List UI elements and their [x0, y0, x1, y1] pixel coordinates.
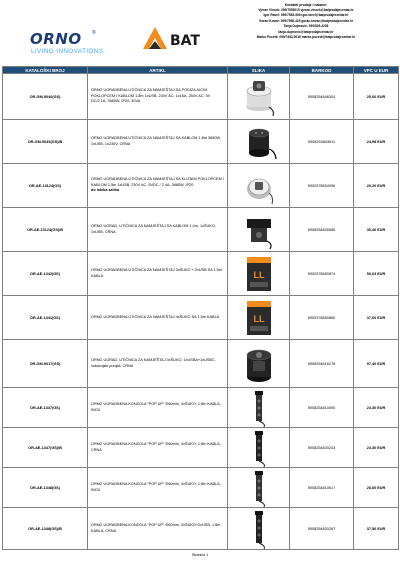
boxed-socket-icon — [239, 254, 279, 294]
article-text: ORNO UGRADBENA UTIČNICA ZA NAMJEŠTAJ 4xŠUKO SA 1,5m KABLA — [91, 314, 220, 319]
product-image — [228, 340, 290, 388]
price-list-table — [2, 66, 399, 550]
catalog-number: OR-AE-1348(GS) — [3, 468, 88, 508]
table-row — [3, 296, 399, 340]
price: 26,60 EUR — [354, 468, 399, 508]
page-header — [0, 0, 400, 66]
contact-line: Vjeran Vincek: 099/7553015 vjeran.vincek@batprodajecentar.hr — [258, 8, 354, 12]
article-text: ORNO UGRADBENA UTIČNICA ZA NAMJEŠTAJ 3xŠUKO + 2xUSB SA 1,5m KABLA — [91, 267, 223, 278]
table-header-row — [3, 67, 399, 74]
orno-logo-text: ORNO — [30, 30, 82, 48]
catalog-number: OR-AE-1347(GS)/B — [3, 428, 88, 468]
catalog-number: OR-GM-9049(GS)/B — [3, 120, 88, 164]
price: 23,30 EUR — [354, 388, 399, 428]
column-header-barcode: BARKOD — [290, 67, 354, 74]
black-tilt-socket-icon — [239, 211, 279, 249]
article-text: ORNO UGRADBENA KONZOLA "POP UP" Φ60mm, 3xŠUKO, 1,8m KABLA, CRNA — [91, 441, 221, 452]
column-header-price: VPC U EUR — [354, 67, 399, 74]
page-footer: Stranica 1 — [191, 553, 209, 557]
column-header-catalog-number: KATALOŠKI BROJ — [3, 67, 88, 74]
orno-tagline: LIVING INNOVATIONS — [31, 48, 104, 55]
round-black-socket-icon — [239, 343, 279, 385]
catalog-number: OR-GM-9040(GS) — [3, 74, 88, 120]
catalog-number: OR-AE-13124(GS)/B — [3, 208, 88, 252]
product-image — [228, 508, 290, 550]
boxed-socket-icon — [239, 298, 279, 338]
table-row — [3, 340, 399, 388]
price: 50,63 EUR — [354, 252, 399, 296]
product-image — [228, 120, 290, 164]
article-description — [88, 340, 228, 388]
article-text: ORNO UGRADBENA UTIČNICA ZA NAMJEŠTAJ SA PODIZAJUĆIM POKLOPCEM I KABLOM 1,8m 1xUSB, 230V AC, 1x16A, 250V AC, 5V DC/2,1A, 3680W, IP20, 30VA — [91, 88, 211, 104]
barcode: 5908254810090 — [290, 388, 354, 428]
article-text: ORNO UGRADBENA KONZOLA "POP UP" Φ60mm, 3xŠUKO, 1,8m KABLA, INOX — [91, 481, 221, 492]
column-header-article: ARTIKL — [88, 67, 228, 74]
orno-logo — [30, 30, 120, 60]
barcode: 5900378650874 — [290, 252, 354, 296]
article-description — [88, 164, 228, 208]
contacts-title: Kontakti prodaje i nabave: — [284, 3, 328, 7]
table-row — [3, 428, 399, 468]
black-cylinder-socket-icon — [239, 123, 279, 161]
table-row — [3, 388, 399, 428]
bat-logo-text: BAT — [170, 33, 200, 49]
contact-line: Tanja Dujmović: 099/529-4236 — [283, 24, 329, 29]
price: 37,60 EUR — [354, 296, 399, 340]
article-description — [88, 120, 228, 164]
article-description — [88, 468, 228, 508]
catalog-number: OR-AE-1348(GS)/B — [3, 508, 88, 550]
product-image — [228, 252, 290, 296]
article-description — [88, 508, 228, 550]
article-text: ORNO UGRADBENA KONZOLA "POP UP" Φ60mm, 3xŠUKO, 1,8m KABLA, INOX — [91, 401, 221, 412]
price: 23,30 EUR — [354, 428, 399, 468]
article-description — [88, 428, 228, 468]
svg-text:LL: LL — [253, 313, 264, 324]
article-description — [88, 388, 228, 428]
registered-mark: ® — [92, 30, 96, 36]
barcode: 5908254820267 — [290, 508, 354, 550]
catalog-number: OR-GM-9017(GS) — [3, 340, 88, 388]
product-image — [228, 296, 290, 340]
price: 30,40 EUR — [354, 208, 399, 252]
barcode: 5908254843611 — [290, 120, 354, 164]
article-text: ORNO UGRAD. UTIČNICA ZA NAMJEŠTAJ 3xŠUKO, 1xUSBA+1xUSBC, indukcijski punjač, CRNA — [91, 357, 216, 368]
popup-column-icon — [244, 469, 274, 507]
contacts-block — [215, 3, 397, 40]
svg-text:LL: LL — [253, 269, 264, 280]
table-row — [3, 468, 399, 508]
column-header-image: SLIKA — [228, 67, 290, 74]
table-row — [3, 120, 399, 164]
article-description — [88, 296, 228, 340]
barcode: 5900378650850 — [290, 296, 354, 340]
product-image — [228, 208, 290, 252]
price: 25,60 EUR — [354, 74, 399, 120]
round-popup-socket-icon — [239, 77, 279, 117]
barcode: 5908254820243 — [290, 428, 354, 468]
catalog-number: OR-AE-1347(GS) — [3, 388, 88, 428]
article-text: ORNO UGRAD. UTIČNICA ZA NAMJEŠTAJ SA KABLOM 1,0m, 1xŠUKO, 1xUSB, CRNA — [91, 223, 216, 234]
product-image — [228, 468, 290, 508]
popup-column-icon — [244, 509, 274, 549]
product-image — [228, 388, 290, 428]
bat-logo-icon — [140, 24, 170, 54]
catalog-number: OR-AE-1342(GS) — [3, 252, 88, 296]
price: 24,98 EUR — [354, 120, 399, 164]
product-image — [228, 164, 290, 208]
contact-line: Goran Kovač: 099/7098-425 goran.kovac@batprodajecentar.hr — [259, 18, 353, 23]
table-row — [3, 164, 399, 208]
price: 97,40 EUR — [354, 340, 399, 388]
article-description — [88, 208, 228, 252]
article-description — [88, 74, 228, 120]
sliding-cover-socket-icon — [239, 167, 279, 205]
catalog-number: OR-AE-1341(GS) — [3, 296, 88, 340]
barcode: 5900378654096 — [290, 164, 354, 208]
contact-line: Igor Ravel: 099/7553-508 igor.ravel@batprodajecentar.hr — [263, 13, 349, 18]
barcode: 5908254828085 — [290, 208, 354, 252]
table-row — [3, 252, 399, 296]
barcode: 5908254816178 — [290, 340, 354, 388]
article-description — [88, 252, 228, 296]
price: 37,50 EUR — [354, 508, 399, 550]
contact-line: Marko Pocedi: 099/7453-0016 marko.pocedi@batprodajecentar.hr — [256, 35, 356, 40]
popup-column-icon — [244, 429, 274, 467]
contact-line: tanja.dujmovic@batprodajecentar.hr — [278, 29, 334, 34]
article-text: ORNO UGRADBENA UTIČNICA ZA NAMJEŠTAJ SA KABLOM 1,8m 3680W, 1xUSB, 1x230V, CRNA — [91, 135, 221, 146]
availability-note: do isteka zaliha — [91, 188, 120, 193]
product-image — [228, 428, 290, 468]
barcode: 5908254810617 — [290, 468, 354, 508]
catalog-number: OR-AE-13124(GS) — [3, 164, 88, 208]
barcode: 5908254846304 — [290, 74, 354, 120]
table-row — [3, 208, 399, 252]
product-image — [228, 74, 290, 120]
article-text: ORNO UGRADBENA KONZOLA "POP UP" Φ60mm, 3xŠUKO+2xUSB, 1,8m KABLA, CRNA — [91, 522, 221, 533]
table-row — [3, 508, 399, 550]
table-row — [3, 74, 399, 120]
article-text: ORNO UGRADBENA UTIČNICA ZA NAMJEŠTAJ SA KLIZNIM POKLOPCEM I KABLOM 1,5m 1xUSB, 230V AC, 5VDC / 2,4A, 3680W, IP20 — [91, 177, 224, 187]
popup-column-icon — [244, 389, 274, 427]
bat-logo — [140, 24, 210, 54]
price: 20,20 EUR — [354, 164, 399, 208]
